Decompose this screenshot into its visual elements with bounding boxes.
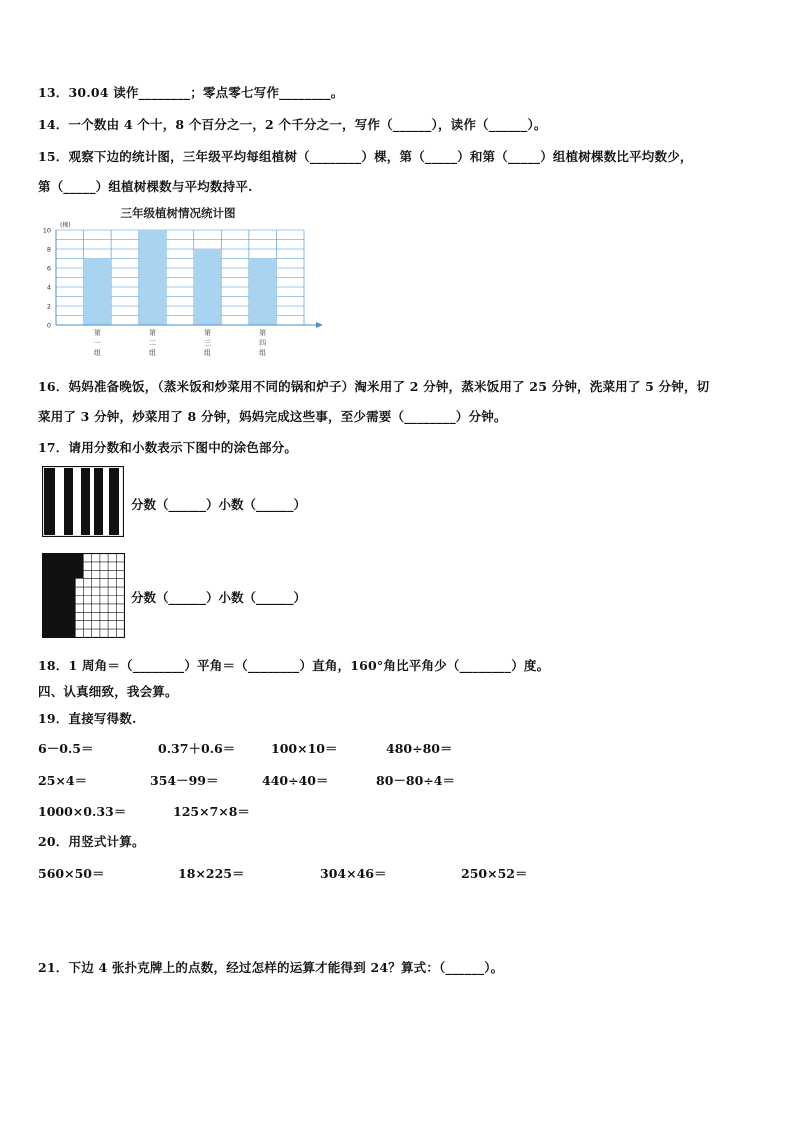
- chart-y-tick-label: 10: [42, 226, 51, 235]
- chart-y-tick-label: 6: [46, 264, 51, 273]
- chart-x-tick-label: 组: [148, 349, 156, 357]
- chart-y-tick-label: 8: [46, 245, 51, 254]
- calc-item: 0.37＋0.6＝: [158, 741, 236, 756]
- chart-x-tick-label: 第: [259, 329, 267, 337]
- chart-x-axis-arrow: [316, 322, 323, 328]
- grid-shaded-figure: [42, 553, 125, 638]
- calc-item: 125×7×8＝: [173, 804, 250, 819]
- question-21: 21．下边 4 张扑克牌上的点数，经过怎样的运算才能得到 24？算式：（______）。: [38, 960, 504, 975]
- question-20: 20．用竖式计算。: [38, 834, 145, 849]
- calc-item: 1000×0.33＝: [38, 804, 127, 819]
- chart-x-tick-label: 组: [93, 349, 101, 357]
- tree-planting-bar-chart: [36, 204, 336, 362]
- chart-bar: [139, 230, 167, 325]
- chart-bar: [194, 249, 222, 325]
- question-18: 18．1 周角＝（________）平角＝（________）直角，160°角比平角少（________）度。: [38, 658, 550, 673]
- column-calc-item: 560×50＝: [38, 866, 105, 881]
- column-calc-item: 304×46＝: [320, 866, 387, 881]
- question-17: 17．请用分数和小数表示下图中的涂色部分。: [38, 440, 298, 455]
- question-15-line-1: 15．观察下边的统计图，三年级平均每组植树（________）棵，第（_____）和第（_____）组植树棵数比平均数少，: [38, 149, 693, 164]
- column-calc-item: 250×52＝: [461, 866, 528, 881]
- calc-item: 100×10＝: [271, 741, 338, 756]
- calc-item: 6－0.5＝: [38, 741, 94, 756]
- question-13: 13．30.04 读作________；零点零七写作________。: [38, 85, 344, 100]
- calc-item: 80－80÷4＝: [376, 773, 455, 788]
- column-calc-item: 18×225＝: [178, 866, 245, 881]
- chart-x-tick-label: 第: [93, 329, 101, 337]
- question-16-line-1: 16．妈妈准备晚饭，（蒸米饭和炒菜用不同的锅和炉子）淘米用了 2 分钟，蒸米饭用了 25 分钟，洗菜用了 5 分钟，切: [38, 379, 710, 394]
- chart-x-tick-label: 第: [148, 329, 156, 337]
- chart-y-ticks: [43, 227, 51, 330]
- chart-x-tick-label: 三: [204, 339, 212, 347]
- section-4-heading: 四、认真细致，我会算。: [38, 684, 178, 699]
- chart-x-tick-label: 二: [148, 339, 156, 347]
- chart-x-tick-label: 组: [204, 349, 212, 357]
- question-17-blank-2: 分数（______）小数（______）: [131, 590, 307, 605]
- chart-x-tick-label: 四: [259, 339, 267, 347]
- calc-item: 440÷40＝: [262, 773, 329, 788]
- calc-item: 480÷80＝: [386, 741, 453, 756]
- chart-bar: [249, 259, 277, 326]
- chart-x-tick-label: 组: [259, 349, 267, 357]
- chart-title: 三年级植树情况统计图: [120, 206, 236, 220]
- striped-rectangle-figure: [42, 466, 124, 537]
- question-19: 19．直接写得数.: [38, 711, 137, 726]
- question-16-line-2: 菜用了 3 分钟，炒菜用了 8 分钟，妈妈完成这些事，至少需要（________）分钟。: [38, 409, 507, 424]
- question-17-blank-1: 分数（______）小数（______）: [131, 497, 307, 512]
- question-14: 14．一个数由 4 个十，8 个百分之一，2 个千分之一，写作（______），读作（______）。: [38, 117, 547, 132]
- chart-bar: [84, 259, 112, 326]
- chart-y-tick-label: 0: [46, 321, 51, 330]
- calc-item: 25×4＝: [38, 773, 88, 788]
- chart-y-tick-label: 2: [46, 302, 51, 311]
- chart-x-tick-label: 一: [93, 339, 101, 347]
- chart-x-labels: [94, 328, 266, 357]
- question-15-line-2: 第（_____）组植树棵数与平均数持平.: [38, 179, 253, 194]
- chart-ylabel: (棵): [60, 222, 71, 229]
- chart-x-tick-label: 第: [204, 329, 212, 337]
- calc-item: 354－99＝: [150, 773, 219, 788]
- chart-y-tick-label: 4: [46, 283, 51, 292]
